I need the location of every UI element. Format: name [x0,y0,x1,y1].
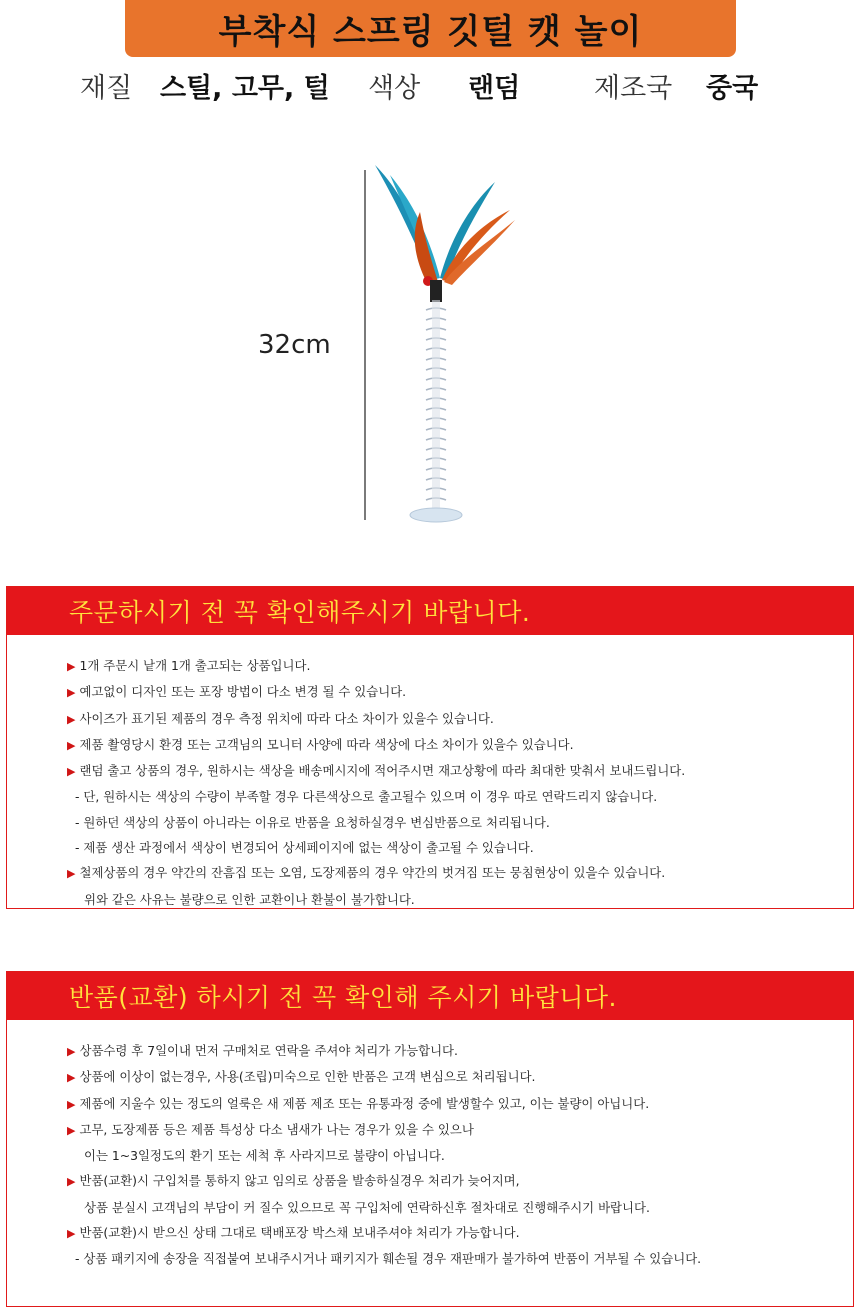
spec-row [0,66,860,106]
return-notice-heading: 반품(교환) 하시기 전 꼭 확인해 주시기 바랍니다. [69,983,617,1012]
list-item: ▶ 제품에 지울수 있는 정도의 얼룩은 새 제품 제조 또는 유통과정 중에 발생할수 있고, 이는 불량이 아닙니다. [67,1095,650,1111]
return-notice-header [7,972,853,1020]
size-label: 32cm [258,330,331,360]
list-item: - 원하던 색상의 상품이 아니라는 이유로 반품을 요청하실경우 변심반품으로 처리됩니다. [75,814,550,830]
list-item: ▶ 상품수령 후 7일이내 먼저 구매처로 연락을 주셔야 처리가 가능합니다. [67,1043,458,1058]
order-notice-header [7,587,853,635]
material-value: 스틸, 고무, 털 [160,73,330,104]
return-notice-list [7,1020,853,1272]
list-item: ▶ 철제상품의 경우 약간의 잔흠집 또는 오염, 도장제품의 경우 약간의 벗겨짐 또는 뭉침현상이 있을수 있습니다. [67,865,666,881]
order-notice-list [7,635,853,912]
page-title: 부착식 스프링 깃털 캣 놀이 [218,12,643,52]
product-image [360,150,540,530]
list-item: - 단, 원하시는 색상의 수량이 부족할 경우 다른색상으로 출고될수 있으며 이 경우 따로 연락드리지 않습니다. [75,789,658,805]
order-notice-heading: 주문하시기 전 꼭 확인해주시기 바랍니다. [69,598,531,627]
list-item: - 상품 패키지에 송장을 직접붙여 보내주시거나 패키지가 훼손될 경우 재판매가 불가하여 반품이 거부될 수 있습니다. [75,1251,702,1267]
list-item: ▶ 예고없이 디자인 또는 포장 방법이 다소 변경 될 수 있습니다. [67,684,407,700]
origin-label: 제조국 [594,73,673,104]
list-item: 이는 1~3일정도의 환기 또는 세척 후 사라지므로 불량이 아닙니다. [84,1148,445,1164]
return-notice-box [6,971,854,1307]
list-item: ▶ 반품(교환)시 받으신 상태 그대로 택배포장 박스채 보내주셔야 처리가 가능합니다. [67,1225,520,1241]
color-label: 색상 [368,73,421,104]
list-item: ▶ 제품 촬영당시 환경 또는 고객님의 모니터 사양에 따라 색상에 다소 차이가 있을수 있습니다. [67,736,574,752]
list-item: ▶ 사이즈가 표기된 제품의 경우 측정 위치에 따라 다소 차이가 있을수 있습니다. [67,710,494,726]
color-value: 랜덤 [468,73,521,104]
title-banner [125,0,736,57]
list-item: 위와 같은 사유는 불량으로 인한 교환이나 환불이 불가합니다. [84,891,415,907]
origin-value: 중국 [706,73,759,104]
order-notice-box [6,586,854,909]
list-item: 상품 분실시 고객님의 부담이 커 질수 있으므로 꼭 구입처에 연락하신후 절차대로 진행해주시기 바랍니다. [84,1199,650,1215]
list-item: ▶ 상품에 이상이 없는경우, 사용(조립)미숙으로 인한 반품은 고객 변심으로 처리됩니다. [67,1069,536,1085]
list-item: - 제품 생산 과정에서 색상이 변경되어 상세페이지에 없는 색상이 출고될 수 있습니다. [75,840,534,856]
list-item: ▶ 랜덤 출고 상품의 경우, 원하시는 색상을 배송메시지에 적어주시면 재고상황에 따라 최대한 맞춰서 보내드립니다. [67,763,686,779]
list-item: ▶ 1개 주문시 낱개 1개 출고되는 상품입니다. [67,658,311,673]
list-item: ▶ 고무, 도장제품 등은 제품 특성상 다소 냄새가 나는 경우가 있을 수 있으나 [67,1121,474,1137]
feather-toy-illustration [375,165,515,522]
list-item: ▶ 반품(교환)시 구입처를 통하지 않고 임의로 상품을 발송하실경우 처리가 늦어지며, [67,1173,520,1189]
material-label: 재질 [80,73,133,104]
